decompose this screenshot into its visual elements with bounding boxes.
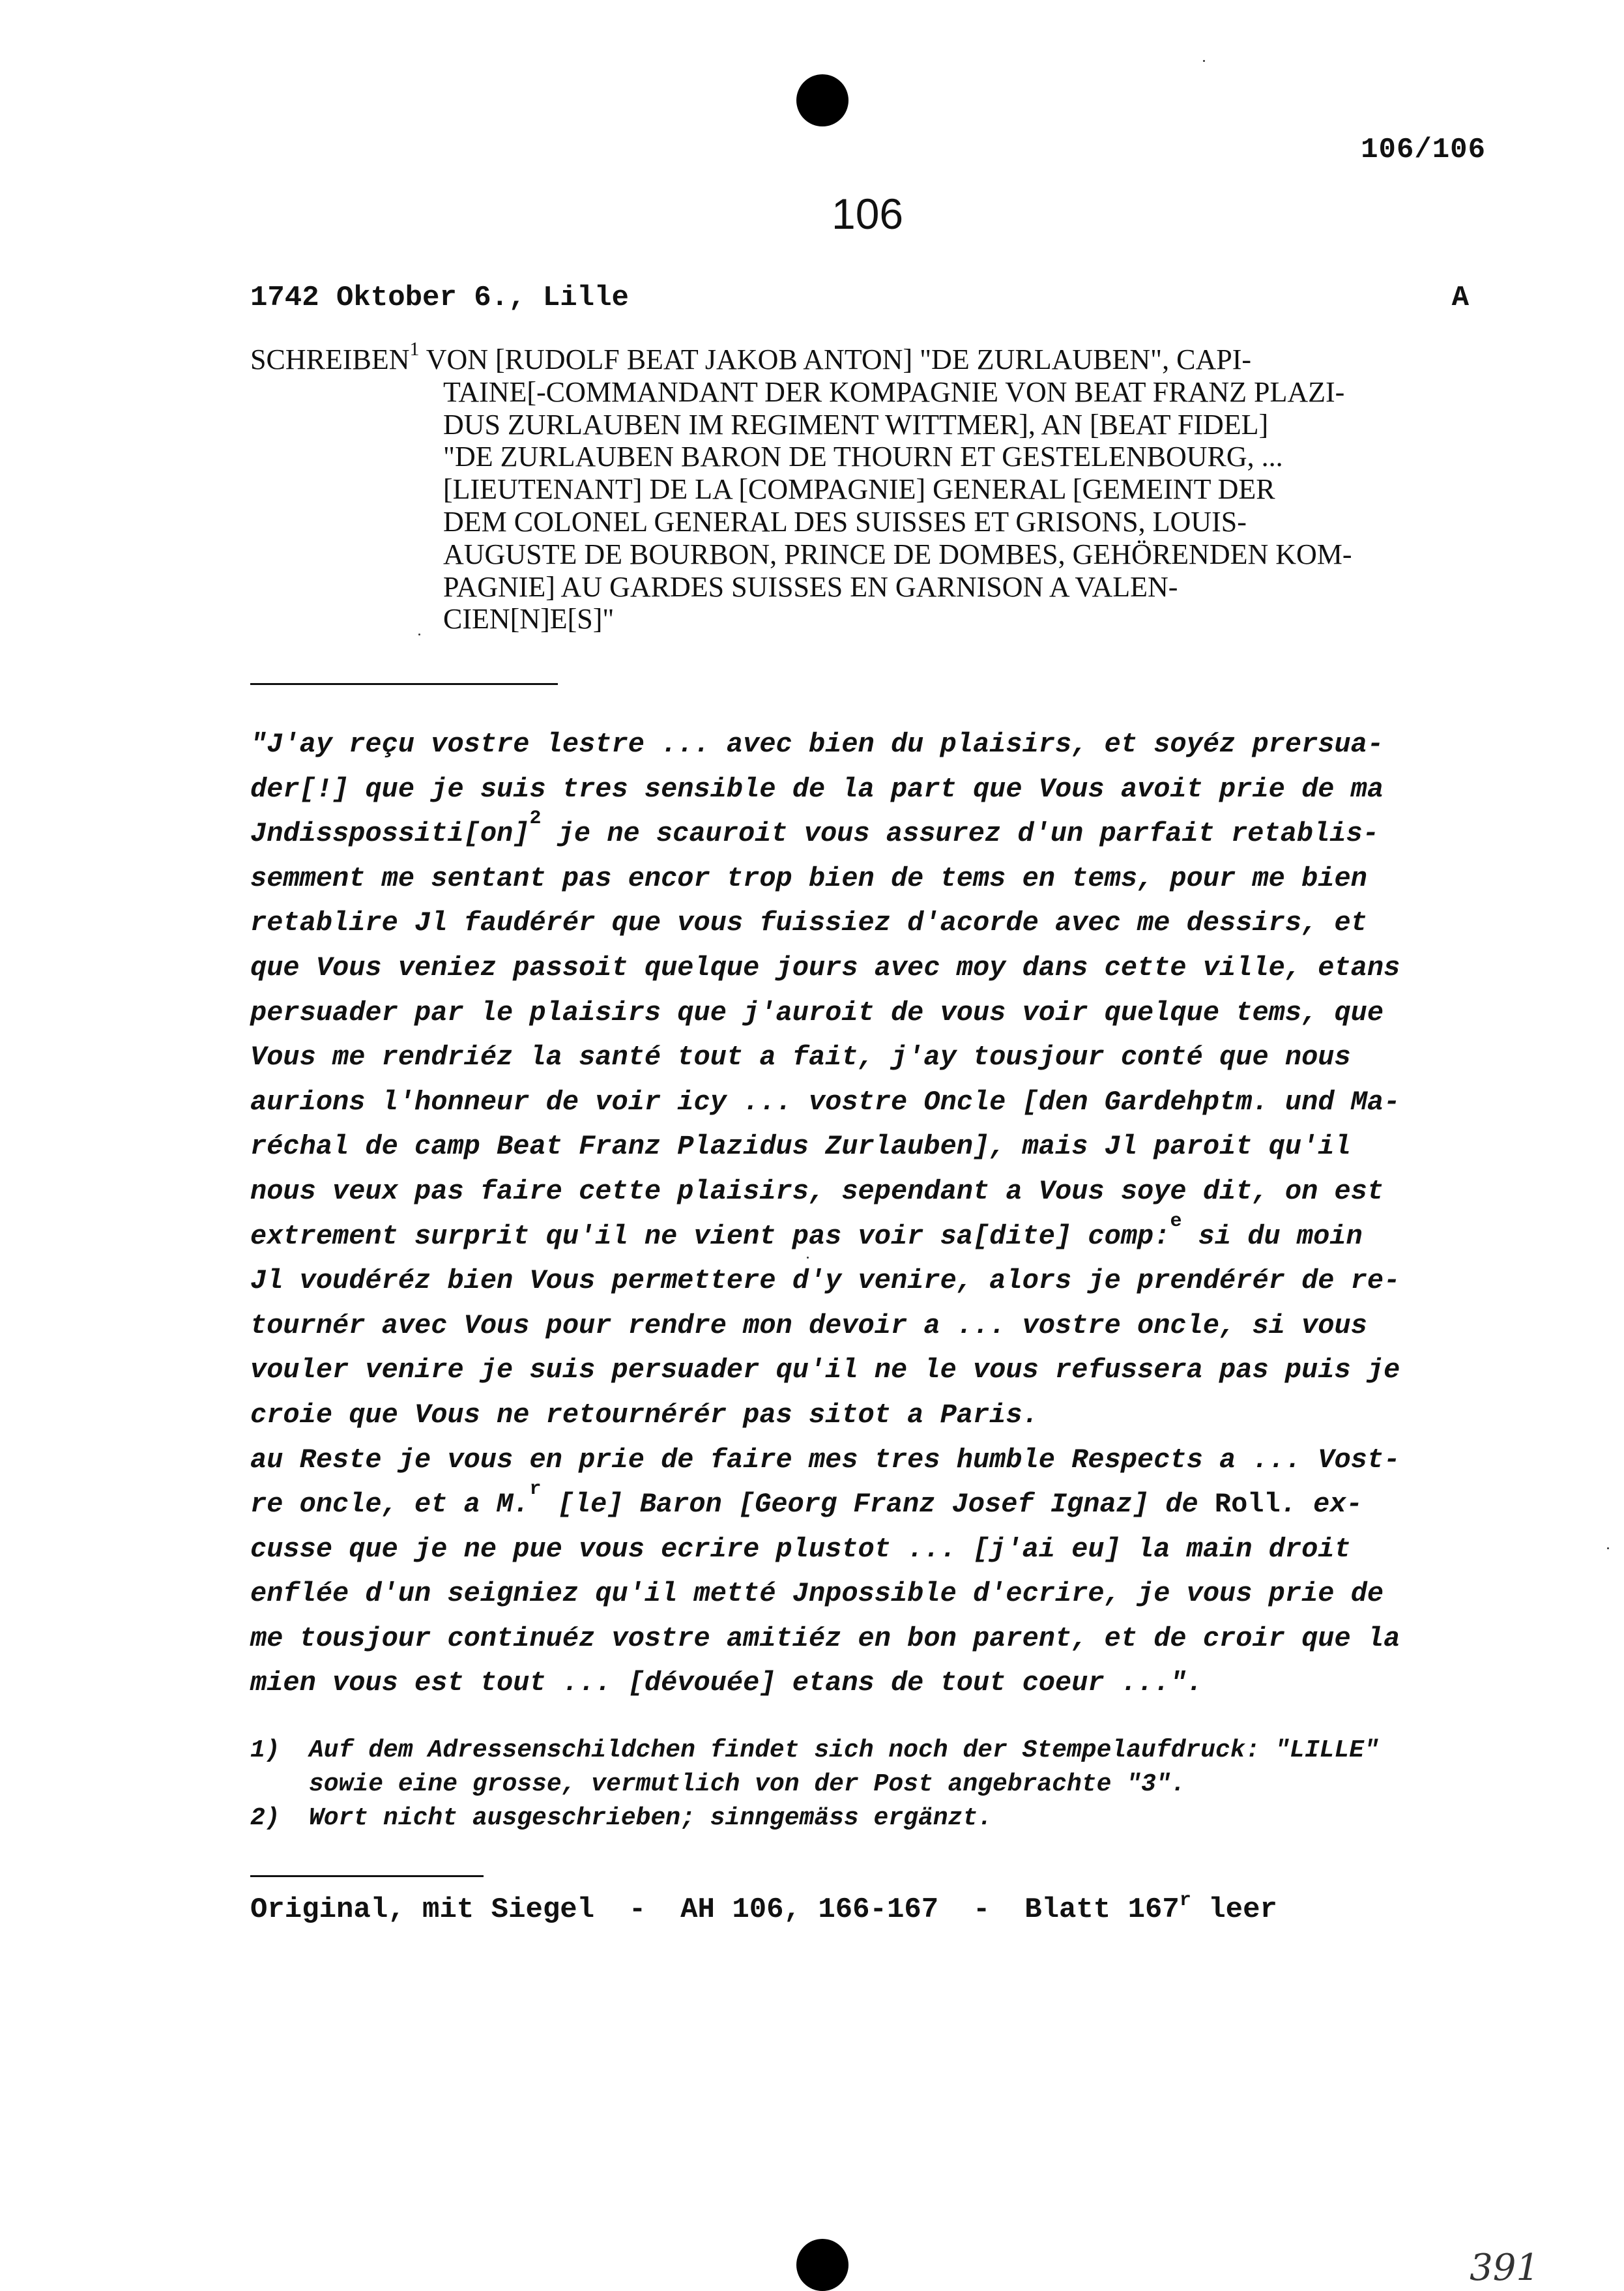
superscript-r: r [529, 1478, 542, 1501]
version-mark: A [1451, 282, 1469, 314]
letter-line: Jl voudéréz bien Vous permettere d'y venire, alors je prendérér de re- [250, 1265, 1400, 1297]
footnote-text: Wort nicht ausgeschrieben; sinngemäss ergänzt. [309, 1804, 993, 1832]
handwritten-folio-number: 391 [1470, 2247, 1539, 2289]
footnote-text: sowie eine grosse, vermutlich von der Post angebrachte "3". [309, 1770, 1186, 1798]
regest-line: TAINE[-COMMANDANT DER KOMPAGNIE VON BEAT FRANZ PLAZI- [443, 375, 1345, 408]
regest-line: CIEN[N]E[S]" [443, 603, 615, 635]
letter-line: me tousjour continuéz vostre amitiéz en bon parent, et de croir que la [250, 1622, 1400, 1654]
letter-line: au Reste je vous en prie de faire mes tres humble Respects a ... Vost- [250, 1444, 1400, 1476]
letter-line: extrement surprit qu'il ne vient pas voir sa[dite] comp:$^e$ si du moin [250, 1210, 1363, 1252]
source-note: Original, mit Siegel - AH 106, 166-167 - Blatt 167$^r$ leer [250, 1890, 1277, 1926]
regest-line: DUS ZURLAUBEN IM REGIMENT WITTMER], AN [BEAT FIDEL] [443, 408, 1269, 441]
letter-line: retablire Jl faudérér que vous fuissiez d'acorde avec me dessirs, et [250, 907, 1367, 939]
punch-hole-top [796, 74, 848, 126]
letter-line: Vous me rendriéz la santé tout a fait, j'ay tousjour conté que nous [250, 1042, 1351, 1073]
scan-speck [418, 634, 420, 635]
letter-line: vouler venire je suis persuader qu'il ne le vous refussera pas puis je [250, 1354, 1400, 1386]
footnote-number: 1) [250, 1736, 280, 1764]
footnote-number: 2) [250, 1804, 280, 1832]
letter-line: der[!] que je suis tres sensible de la part que Vous avoit prie de ma [250, 773, 1384, 805]
letter-line: nous veux pas faire cette plaisirs, sependant a Vous soye dit, on est [250, 1175, 1384, 1207]
regest-line: DEM COLONEL GENERAL DES SUISSES ET GRISONS, LOUIS- [443, 505, 1247, 538]
footnote-1 [250, 1734, 1488, 1768]
date-place-line: 1742 Oktober 6., Lille [250, 282, 629, 314]
letter-line: cusse que je ne pue vous ecrire plustot ... [j'ai eu] la main droit [250, 1533, 1351, 1565]
footnote-ref-1[interactable]: 1 [409, 338, 420, 360]
name-roll: Roll [1214, 1489, 1281, 1521]
letter-line: croie que Vous ne retournérér pas sitot a Paris. [250, 1399, 1039, 1431]
scan-speck [807, 1257, 809, 1259]
footnote-text: Auf dem Adressenschildchen findet sich noch der Stempelaufdruck: "LILLE" [309, 1736, 1379, 1764]
regest-line: [LIEUTENANT] DE LA [COMPAGNIE] GENERAL [GEMEINT DER [443, 473, 1275, 506]
regest-line: AUGUSTE DE BOURBON, PRINCE DE DOMBES, GEHÖRENDEN KOM- [443, 538, 1352, 570]
letter-transcription [250, 722, 1488, 1706]
letter-line: tournér avec Vous pour rendre mon devoir a ... vostre oncle, si vous [250, 1309, 1367, 1341]
punch-hole-bottom [796, 2239, 848, 2291]
scan-speck [1607, 1547, 1609, 1549]
letter-line: aurions l'honneur de voir icy ... vostre Oncle [den Gardehptm. und Ma- [250, 1086, 1400, 1118]
footnote-ref-2[interactable]: 2 [529, 808, 542, 830]
letter-line: "J'ay reçu vostre lestre ... avec bien du plaisirs, et soyéz prersua- [250, 729, 1384, 760]
letter-line: enflée d'un seigniez qu'il metté Jnpossible d'ecrire, je vous prie de [250, 1578, 1384, 1610]
superscript-e: e [1170, 1210, 1182, 1233]
footnote-2 [250, 1802, 1488, 1835]
source-divider [250, 1875, 484, 1877]
section-divider [250, 683, 558, 685]
document-number: 106 [832, 190, 904, 238]
regest-summary [250, 338, 1475, 635]
footnotes [250, 1734, 1488, 1835]
letter-line: mien vous est tout ... [dévouée] etans de tout coeur ...". [250, 1667, 1203, 1699]
regest-line: "DE ZURLAUBEN BARON DE THOURN ET GESTELENBOURG, ... [443, 441, 1283, 473]
letter-line: que Vous veniez passoit quelque jours avec moy dans cette ville, etans [250, 952, 1400, 984]
letter-line: semment me sentant pas encor trop bien de tems en tems, pour me bien [250, 862, 1367, 894]
regest-line: PAGNIE] AU GARDES SUISSES EN GARNISON A VALEN- [443, 570, 1178, 603]
letter-line: Jndisspossiti[on]$^2$ je ne scauroit vous assurez d'un parfait retablis- [250, 808, 1379, 850]
letter-line: persuader par le plaisirs que j'auroit de vous voir quelque tems, que [250, 997, 1384, 1029]
letter-line: réchal de camp Beat Franz Plazidus Zurlauben], mais Jl paroit qu'il [250, 1131, 1351, 1163]
superscript-r: r [1179, 1890, 1191, 1912]
letter-line: re oncle, et a M.$^r$ [le] Baron [Georg Franz Josef Ignaz] de Roll. ex- [250, 1478, 1363, 1521]
scan-speck [1203, 60, 1205, 62]
regest-line: SCHREIBEN$^1$ VON [RUDOLF BEAT JAKOB ANTON] "DE ZURLAUBEN", CAPI- [250, 338, 1251, 375]
page-reference: 106/106 [1361, 134, 1486, 166]
